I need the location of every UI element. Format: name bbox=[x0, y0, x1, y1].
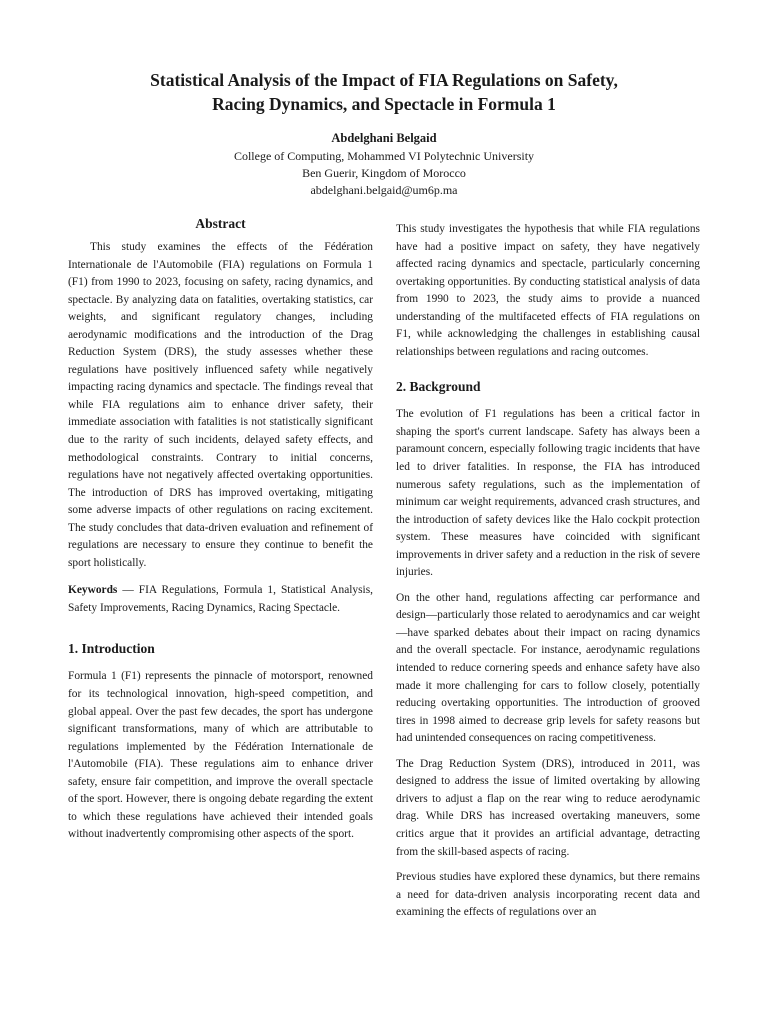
background-para-2: On the other hand, regulations affecting car performance and design—particularly those related to aerodynamics and car weight—have sparked debates about their impact on racing dynamics and the overall spectacle. For instance, aerodynamic regulations intended to reduce cornering speeds and enhance safety have also made it more challenging for cars to follow closely, potentially reducing overtaking opportunities. The introduction of grooved tires in 1998 aimed to decrease grip levels for safety reasons but had unintended consequences on racing competitiveness. bbox=[396, 591, 700, 745]
affiliation-line-1: College of Computing, Mohammed VI Polytechnic University bbox=[233, 149, 535, 163]
author-name: Abdelghani Belgaid bbox=[331, 131, 437, 145]
background-para-3: The Drag Reduction System (DRS), introduced in 2011, was designed to address the issue of limited overtaking by allowing drivers to adjust a flap on the rear wing to reduce aerodynamic drag. While DRS has increased overtaking maneuvers, some critics argue that it provides an artificial advantage, detracting from the skill-based aspects of racing. bbox=[396, 757, 700, 858]
introduction-para-1: Formula 1 (F1) represents the pinnacle of motorsport, renowned for its technological innovation, high-speed competition, and global appeal. Over the past few decades, the sport has undergone significant transformations, many of which are attributable to regulations implemented by the Fédération Internationale de l'Automobile (FIA). These regulations aim to enhance driver safety, ensure fair competition, and improve the overall spectacle of the sport. However, there is ongoing debate regarding the extent to which these regulations have achieved their intended goals without inadvertently compromising other aspects of the sport. bbox=[68, 670, 373, 841]
background-heading: 2. Background bbox=[396, 379, 481, 395]
keywords-label: Keywords bbox=[68, 584, 118, 597]
author-email: abdelghani.belgaid@um6p.ma bbox=[310, 183, 458, 197]
left-column bbox=[68, 239, 373, 852]
introduction-para-2: This study investigates the hypothesis that while FIA regulations have had a positive impact on safety, they have negatively affected racing dynamics and spectacle, particularly concerning overtaking opportunities. By conducting statistical analysis of data from 1990 to 2023, the study aims to provide a nuanced understanding of the multifaceted effects of FIA regulations on F1, while acknowledging the challenges in establishing causal relationships between regulations and racing outcomes. bbox=[396, 223, 700, 358]
right-column bbox=[396, 221, 700, 930]
title-line-1: Statistical Analysis of the Impact of FIA Regulations on Safety, bbox=[150, 70, 618, 90]
introduction-heading: 1. Introduction bbox=[68, 641, 155, 657]
author-block bbox=[60, 130, 708, 199]
affiliation-line-2: Ben Guerir, Kingdom of Morocco bbox=[302, 166, 466, 180]
keywords-text: — FIA Regulations, Formula 1, Statistical Analysis, Safety Improvements, Racing Dynamics, Racing Spectacle. bbox=[68, 584, 373, 614]
background-para-4: Previous studies have explored these dynamics, but there remains a need for data-driven analysis incorporating recent data and examining the effects of regulations over an bbox=[396, 871, 700, 919]
background-para-1: The evolution of F1 regulations has been a critical factor in shaping the sport's current landscape. Safety has always been a paramount concern, especially following tragic incidents that have led to driver fatalities. In response, the FIA has introduced numerous safety regulations, such as the implementation of minimum car weight requirements, advanced crash structures, and the introduction of safety devices like the Halo cockpit protection system. These measures have coincided with significant improvements in driver safety and a reduction in the risk of severe injuries. bbox=[396, 408, 700, 579]
title-line-2: Racing Dynamics, and Spectacle in Formula 1 bbox=[212, 94, 556, 114]
paper-title bbox=[60, 68, 708, 116]
abstract-heading: Abstract bbox=[195, 216, 246, 231]
keywords bbox=[68, 582, 373, 617]
abstract-text: This study examines the effects of the Fédération Internationale de l'Automobile (FIA) regulations on Formula 1 (F1) from 1990 to 2023, focusing on safety, racing dynamics, and spectacle. By analyzing data on fatalities, overtaking statistics, car weights, and significant regulatory changes, including aerodynamic modifications and the introduction of the Drag Reduction System (DRS), the study assesses whether these regulations have positively influenced safety while negatively impacting racing dynamics and spectacle. The findings reveal that while FIA regulations aim to enhance driver safety, their immediate association with fatalities is not statistically significant due to the rarity of such incidents, delayed safety effects, and methodological constraints. Contrary to initial concerns, regulations have not negatively affected overtaking opportunities. The introduction of DRS has improved overtaking, mitigating some adverse impacts of other regulations on racing excitement. The study concludes that data-driven evaluation and refinement of regulations are necessary to ensure they continue to benefit the sport holistically. bbox=[68, 241, 373, 569]
